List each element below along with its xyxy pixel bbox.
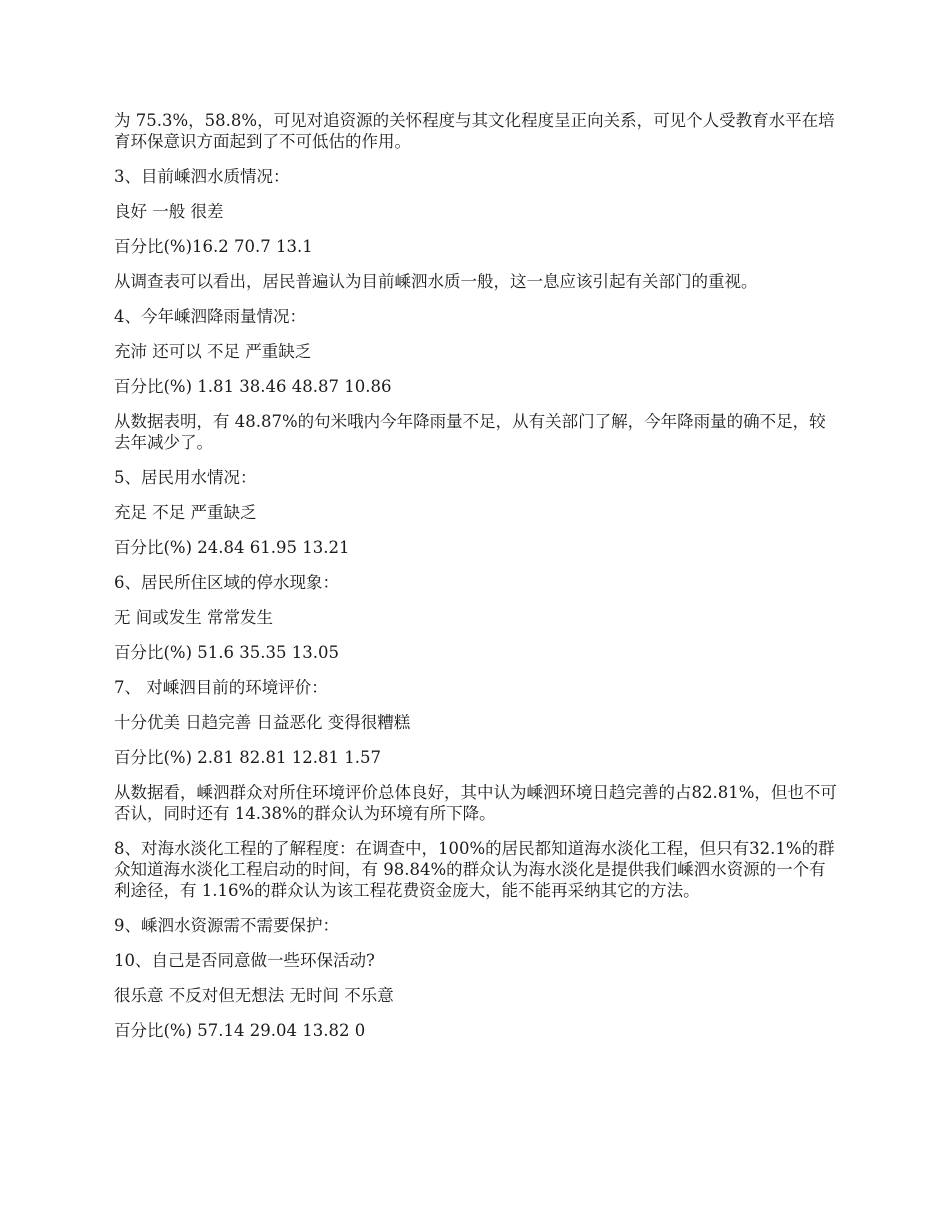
heading-water-usage: 5、居民用水情况： xyxy=(114,468,257,487)
heading-rainfall: 4、今年嵊泗降雨量情况： xyxy=(114,307,306,326)
percent-water-usage: 百分比(%) 24.84 61.95 13.21 xyxy=(114,538,350,557)
heading-water-protection: 9、嵊泗水资源需不需要保护： xyxy=(114,916,339,935)
heading-environment: 7、 对嵊泗目前的环境评价： xyxy=(114,678,328,697)
percent-rainfall: 百分比(%) 1.81 38.46 48.87 10.86 xyxy=(114,377,392,396)
options-environmental-activities: 很乐意 不反对但无想法 无时间 不乐意 xyxy=(114,986,394,1005)
percent-water-outage: 百分比(%) 51.6 35.35 13.05 xyxy=(114,643,339,662)
document-body xyxy=(114,110,838,1055)
paragraph-environment-analysis: 从数据看，嵊泗群众对所住环境评价总体良好，其中认为嵊泗环境日趋完善的占82.81%，但也不可否认，同时还有 14.38%的群众认为环境有所下降。 xyxy=(114,783,837,823)
paragraph-rainfall-analysis: 从数据表明，有 48.87%的句米哦内今年降雨量不足，从有关部门了解，今年降雨量的确不足，较去年减少了。 xyxy=(114,412,826,452)
options-rainfall: 充沛 还可以 不足 严重缺乏 xyxy=(114,342,312,361)
percent-environment: 百分比(%) 2.81 82.81 12.81 1.57 xyxy=(114,748,381,767)
heading-water-outage: 6、居民所住区域的停水现象： xyxy=(114,573,339,592)
options-water-outage: 无 间或发生 常常发生 xyxy=(114,608,273,627)
percent-environmental-activities: 百分比(%) 57.14 29.04 13.82 0 xyxy=(114,1021,366,1040)
options-water-usage: 充足 不足 严重缺乏 xyxy=(114,503,257,522)
options-water-quality: 良好 一般 很差 xyxy=(114,202,224,221)
paragraph-desalination: 8、对海水淡化工程的了解程度：在调查中，100%的居民都知道海水淡化工程，但只有32.1%的群众知道海水淡化工程启动的时间，有 98.84%的群众认为海水淡化是提供我们嵊泗水资源的一个有利途径，有 1.16%的群众认为该工程花费资金庞大，能不能再采纳其它的方法。 xyxy=(114,839,835,900)
percent-water-quality: 百分比(%)16.2 70.7 13.1 xyxy=(114,237,313,256)
options-environment: 十分优美 日趋完善 日益恶化 变得很糟糕 xyxy=(114,713,411,732)
heading-water-quality: 3、目前嵊泗水质情况： xyxy=(114,167,290,186)
heading-environmental-activities: 10、自己是否同意做一些环保活动? xyxy=(114,951,375,970)
paragraph-education-conclusion: 为 75.3%，58.8%，可见对追资源的关怀程度与其文化程度呈正向关系，可见个人受教育水平在培育环保意识方面起到了不可低估的作用。 xyxy=(114,111,835,151)
paragraph-water-quality-analysis: 从调查表可以看出，居民普遍认为目前嵊泗水质一般，这一息应该引起有关部门的重视。 xyxy=(114,272,758,291)
